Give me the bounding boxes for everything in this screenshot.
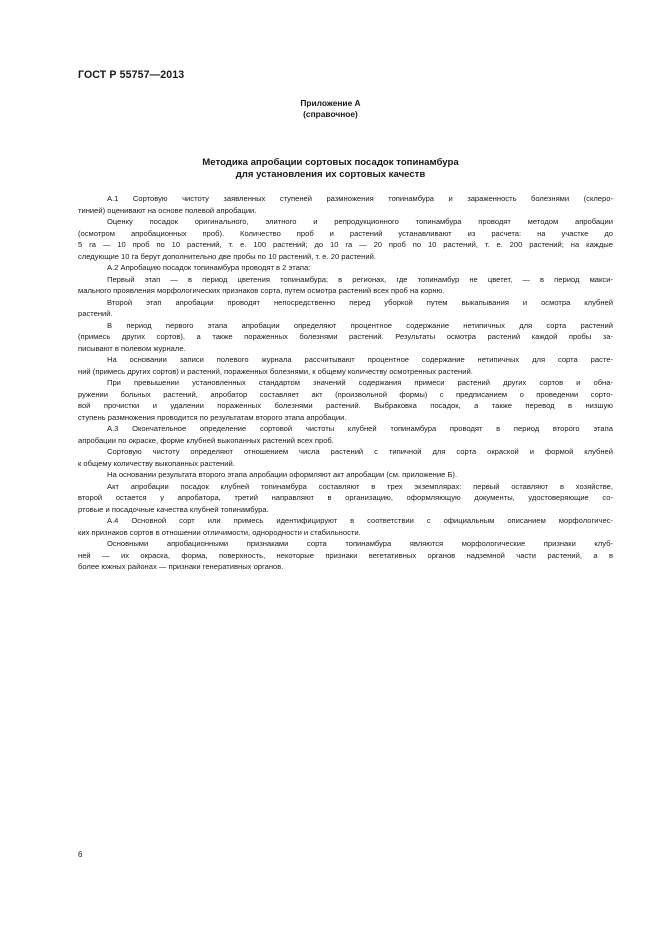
annex-type: (справочное): [303, 109, 358, 119]
document-title-line-2: для установления их сортовых качеств: [235, 169, 426, 180]
text-line: (осмотром апробационных проб). Количество проб и растений устанавливают из расчета: на участке до: [78, 228, 613, 238]
text-line: 5 га — 10 проб по 10 растений, т. е. 100 растений; до 10 га — 20 проб по 10 растений, т. е. 200 растений; на каждые: [78, 240, 613, 249]
text-line: (примесь других сортов), а также пораженных болезнями растений. Результаты осмотра растений каждой пробы за-: [78, 332, 613, 341]
text-line: Первый этап — в период цветения топинамбура; в регионах, где топинамбур не цветет, — в период макси-: [107, 274, 613, 284]
text-line: На основании результата второго этапа апробации оформляют акт апробации (см. приложение Б).: [107, 470, 458, 479]
text-line: писывают в полевом журнале.: [78, 343, 186, 353]
text-line: Основными апробационными признаками сорта топинамбура являются морфологические признаки клуб-: [107, 539, 613, 548]
text-line: растений.: [78, 309, 113, 318]
body-text: [78, 193, 613, 573]
text-line: На основании записи полевого журнала рассчитывают процентное содержание нетипичных для сорта расте-: [107, 355, 613, 364]
text-line: апробации по окраске, форме клубней выкопанных растений всех проб.: [78, 435, 334, 445]
text-line: более южных районах — признаки генеративных органов.: [78, 562, 284, 571]
text-line: Оценку посадок оригинального, элитного и репродукционного топинамбура проводят методом апробации: [107, 217, 613, 226]
text-line: ний (примесь других сортов) и растений, пораженных болезнями, к общему количеству осмотренных растений.: [78, 366, 473, 376]
text-line: ртовые и посадочные качества клубней топинамбура.: [78, 504, 269, 514]
text-line: ней — их окраска, форма, поверхность, некоторые признаки вегетативных органов надземной части растений, а в: [78, 550, 613, 560]
text-line: ких признаков сортов в отношении отличимости, однородности и стабильности.: [78, 527, 361, 537]
text-line: А.4 Основной сорт или примесь идентифицируют в соответствии с официальным описанием морфологичес-: [107, 516, 613, 525]
page-number: 6: [78, 850, 83, 859]
text-line: вой прочистки и удалении пораженных болезнями растений. Выбраковка посадок, а также перевод в низшую: [78, 401, 613, 410]
text-line: тинией) оценивают на основе полевой апробации.: [78, 205, 257, 215]
text-line: к общему количеству выкопанных растений.: [78, 458, 235, 468]
document-title-line-1: Методика апробации сортовых посадок топинамбура: [202, 157, 459, 168]
text-line: следующие 10 га берут дополнительно две пробы по 10 растений, т. е. 20 растений.: [78, 251, 376, 261]
text-line: А.3 Окончательное определение сортовой чистоты клубней топинамбура проводят в период второго этапа: [107, 424, 613, 433]
annex-title: Приложение А: [300, 98, 361, 108]
text-line: мального проявления морфологических признаков сорта, путем осмотра растений всех проб на корню.: [78, 286, 445, 295]
text-line: При превышении установленных стандартом значений содержания примеси растений других сортов и обна-: [107, 378, 613, 387]
text-line: ступень размножения проводится по результатам второго этапа апробации.: [78, 412, 347, 422]
text-line: А.1 Сортовую чистоту заявленных ступеней размножения топинамбура и зараженность болезнями (склеро-: [107, 194, 613, 203]
text-line: Акт апробации посадок клубней топинамбура составляют в трех экземплярах: первый оставляют в хозяйстве,: [107, 481, 613, 491]
text-line: Сортовую чистоту определяют отношением числа растений с типичной для сорта окраской и формой клубней: [107, 447, 613, 456]
text-line: В период первого этапа апробации определяют процентное содержание нетипичных для сорта растений: [107, 320, 613, 330]
document-code: ГОСТ Р 55757—2013: [78, 69, 185, 81]
text-line: Второй этап апробации проводят непосредственно перед уборкой путем выкапывания и осмотра клубней: [107, 297, 613, 307]
text-line: второй остается у апробатора, третий направляют в организацию, оформляющую документы, удостоверяющие со-: [78, 493, 613, 502]
text-line: А.2 Апробацию посадок топинамбура проводят в 2 этапа:: [107, 263, 311, 272]
text-line: ружении больных растений, апробатор составляет акт (произвольной формы) с предписанием о проведении сорто-: [78, 389, 613, 399]
